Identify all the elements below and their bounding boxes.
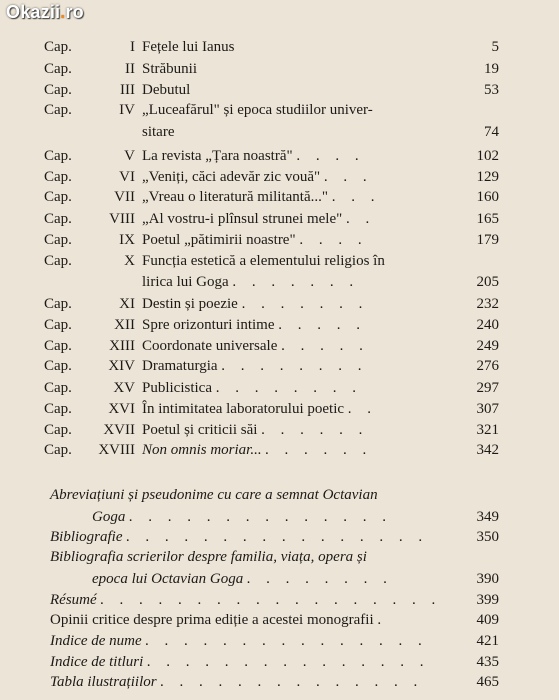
chapter-page-number: 276 bbox=[476, 358, 499, 374]
chapter-cap-label: Cap. bbox=[44, 232, 72, 248]
chapter-cap-label: Cap. bbox=[44, 358, 72, 374]
chapter-page-number: 102 bbox=[476, 148, 499, 164]
appendix-title-text: Indice de nume bbox=[50, 633, 142, 649]
appendix-title-text: Résumé bbox=[50, 592, 97, 608]
chapter-number: XVI bbox=[108, 401, 135, 417]
chapter-title bbox=[142, 356, 368, 376]
chapter-cap-label: Cap. bbox=[44, 338, 72, 354]
appendix-title-text: Opinii critice despre prima ediție a acestei monografii bbox=[50, 612, 374, 628]
chapter-cap-label: Cap. bbox=[44, 82, 72, 98]
appendix-title bbox=[50, 485, 378, 505]
chapter-title-text: Străbunii bbox=[142, 61, 197, 77]
leader-dots: . . . . . . . . bbox=[246, 571, 394, 587]
appendix-page-number: 465 bbox=[476, 674, 499, 690]
appendix-title bbox=[92, 507, 392, 527]
leader-dots: . . . . bbox=[296, 148, 365, 164]
chapter-cap-label: Cap. bbox=[44, 380, 72, 396]
chapter-title bbox=[142, 37, 234, 57]
chapter-title-text: „Veniți, căci adevăr zic vouă" bbox=[142, 169, 321, 185]
chapter-number: II bbox=[125, 61, 135, 77]
appendix-title bbox=[50, 672, 424, 692]
chapter-cap-label: Cap. bbox=[44, 422, 72, 438]
chapter-page-number: 297 bbox=[476, 380, 499, 396]
leader-dots: . . . . . . . . . . . . . . bbox=[129, 509, 393, 525]
chapter-cap-label: Cap. bbox=[44, 296, 72, 312]
chapter-page-number: 307 bbox=[476, 401, 499, 417]
leader-dots: . . . . . . bbox=[261, 422, 369, 438]
chapter-title-text: La revista „Țara noastră" bbox=[142, 148, 293, 164]
chapter-title bbox=[142, 122, 174, 142]
appendix-title-text: Abreviațiuni și pseudonime cu care a semnat Octavian bbox=[50, 487, 378, 503]
chapter-page-number: 321 bbox=[476, 422, 499, 438]
chapter-title bbox=[142, 336, 369, 356]
chapter-page-number: 129 bbox=[476, 169, 499, 185]
appendix-title bbox=[50, 590, 442, 610]
leader-dots: . . bbox=[347, 401, 378, 417]
leader-dots: . . . . . . . . . . . . . . . . bbox=[126, 529, 429, 545]
appendix-page-number: 350 bbox=[476, 529, 499, 545]
chapter-title bbox=[142, 209, 375, 229]
chapter-number: XVII bbox=[103, 422, 135, 438]
chapter-title bbox=[142, 440, 373, 460]
chapter-title-text: „Al vostru-i plînsul strunei mele" bbox=[142, 211, 343, 227]
watermark-right-text: ro bbox=[65, 2, 84, 22]
chapter-title bbox=[142, 420, 368, 440]
chapter-title-text: sitare bbox=[142, 124, 175, 140]
chapter-page-number: 342 bbox=[476, 442, 499, 458]
appendix-title-text: Indice de titluri bbox=[50, 654, 144, 670]
appendix-title-text: Bibliografie bbox=[50, 529, 123, 545]
chapter-cap-label: Cap. bbox=[44, 253, 72, 269]
leader-dots: . . . . . . . bbox=[241, 296, 369, 312]
chapter-number: VI bbox=[119, 169, 135, 185]
chapter-title bbox=[142, 272, 359, 292]
appendix-page-number: 399 bbox=[476, 592, 499, 608]
leader-dots: . . . . . . . . . . . . . . . bbox=[145, 633, 429, 649]
chapter-cap-label: Cap. bbox=[44, 189, 72, 205]
chapter-page-number: 179 bbox=[476, 232, 499, 248]
leader-dots: . . . bbox=[323, 169, 373, 185]
chapter-number: III bbox=[120, 82, 135, 98]
chapter-number: VIII bbox=[109, 211, 135, 227]
chapter-page-number: 19 bbox=[484, 61, 499, 77]
chapter-page-number: 232 bbox=[476, 296, 499, 312]
leader-dots: . . . . . . . . . . . . . . . . . . bbox=[100, 592, 442, 608]
leader-dots: . . . . bbox=[299, 232, 368, 248]
appendix-title bbox=[92, 569, 393, 589]
appendix-page-number: 421 bbox=[476, 633, 499, 649]
appendix-title bbox=[50, 652, 430, 672]
chapter-title bbox=[142, 230, 368, 250]
chapter-title bbox=[142, 100, 373, 120]
chapter-page-number: 160 bbox=[476, 189, 499, 205]
chapter-title bbox=[142, 399, 377, 419]
chapter-title bbox=[142, 187, 380, 207]
appendix-page-number: 435 bbox=[476, 654, 499, 670]
chapter-page-number: 53 bbox=[484, 82, 499, 98]
chapter-title-text: Coordonate universale bbox=[142, 338, 278, 354]
chapter-title bbox=[142, 80, 190, 100]
chapter-cap-label: Cap. bbox=[44, 169, 72, 185]
leader-dots: . . . . . . . . . . . . . . . bbox=[147, 654, 430, 670]
chapter-number: IV bbox=[119, 102, 135, 118]
chapter-number: XIII bbox=[109, 338, 135, 354]
chapter-title-text: Fețele lui Ianus bbox=[142, 39, 235, 55]
leader-dots: . . . . . . . . bbox=[221, 358, 368, 374]
leader-dots: . . bbox=[346, 211, 376, 227]
chapter-title-text: Dramaturgia bbox=[142, 358, 218, 374]
chapter-number: V bbox=[124, 148, 135, 164]
appendix-title bbox=[50, 527, 429, 547]
chapter-page-number: 249 bbox=[476, 338, 499, 354]
leader-dots: . . . bbox=[331, 189, 381, 205]
chapter-number: XI bbox=[119, 296, 135, 312]
chapter-number: I bbox=[130, 39, 135, 55]
chapter-cap-label: Cap. bbox=[44, 39, 72, 55]
chapter-page-number: 74 bbox=[484, 124, 499, 140]
chapter-title-text: Non omnis moriar... bbox=[142, 442, 262, 458]
chapter-cap-label: Cap. bbox=[44, 211, 72, 227]
appendix-title bbox=[50, 631, 428, 651]
watermark-dot: . bbox=[60, 2, 66, 22]
chapter-number: VII bbox=[114, 189, 135, 205]
chapter-number: X bbox=[124, 253, 135, 269]
chapter-title-text: Funcția estetică a elementului religios în bbox=[142, 253, 385, 269]
chapter-title-text: Poetul „pătimirii noastre" bbox=[142, 232, 296, 248]
chapter-number: XIV bbox=[108, 358, 135, 374]
chapter-cap-label: Cap. bbox=[44, 401, 72, 417]
chapter-cap-label: Cap. bbox=[44, 148, 72, 164]
appendix-title bbox=[50, 547, 367, 567]
chapter-title-text: lirica lui Goga bbox=[142, 274, 229, 290]
appendix-title-text: epoca lui Octavian Goga bbox=[92, 571, 244, 587]
appendix-page-number: 349 bbox=[476, 509, 499, 525]
chapter-title-text: Spre orizonturi intime bbox=[142, 317, 275, 333]
leader-dots: . . . . . . bbox=[265, 442, 373, 458]
appendix-title-text: Bibliografia scrierilor despre familia, viața, opera și bbox=[50, 549, 367, 565]
leader-dots: . bbox=[377, 612, 388, 628]
chapter-title bbox=[142, 315, 366, 335]
leader-dots: . . . . . . . bbox=[232, 274, 360, 290]
appendix-title-text: Goga bbox=[92, 509, 126, 525]
chapter-title bbox=[142, 146, 365, 166]
chapter-cap-label: Cap. bbox=[44, 61, 72, 77]
chapter-title-text: Publicistica bbox=[142, 380, 212, 396]
leader-dots: . . . . . bbox=[278, 317, 366, 333]
appendix-page-number: 409 bbox=[476, 612, 499, 628]
chapter-page-number: 205 bbox=[476, 274, 499, 290]
chapter-number: XV bbox=[113, 380, 135, 396]
leader-dots: . . . . . . . . bbox=[215, 380, 362, 396]
chapter-page-number: 5 bbox=[491, 39, 499, 55]
watermark-left-text: Okazii bbox=[6, 2, 61, 22]
appendix-page-number: 390 bbox=[476, 571, 499, 587]
chapter-title-text: „Luceafărul" și epoca studiilor univer- bbox=[142, 102, 373, 118]
chapter-title-text: Poetul și criticii săi bbox=[142, 422, 258, 438]
chapter-title bbox=[142, 251, 385, 271]
chapter-title-text: În intimitatea laboratorului poetic bbox=[142, 401, 345, 417]
chapter-page-number: 165 bbox=[476, 211, 499, 227]
chapter-cap-label: Cap. bbox=[44, 102, 72, 118]
chapter-title bbox=[142, 378, 362, 398]
appendix-title-text: Tabla ilustrațiilor bbox=[50, 674, 157, 690]
chapter-title bbox=[142, 167, 373, 187]
leader-dots: . . . . . . . . . . . . . . bbox=[160, 674, 424, 690]
chapter-number: IX bbox=[119, 232, 135, 248]
chapter-cap-label: Cap. bbox=[44, 442, 72, 458]
chapter-page-number: 240 bbox=[476, 317, 499, 333]
chapter-title-text: Debutul bbox=[142, 82, 191, 98]
chapter-cap-label: Cap. bbox=[44, 317, 72, 333]
leader-dots: . . . . . bbox=[281, 338, 369, 354]
chapter-number: XVIII bbox=[98, 442, 135, 458]
chapter-number: XII bbox=[114, 317, 135, 333]
chapter-title-text: Destin și poezie bbox=[142, 296, 238, 312]
chapter-title bbox=[142, 294, 368, 314]
chapter-title-text: „Vreau o literatură militantă..." bbox=[142, 189, 328, 205]
chapter-title bbox=[142, 59, 197, 79]
appendix-title bbox=[50, 610, 387, 630]
